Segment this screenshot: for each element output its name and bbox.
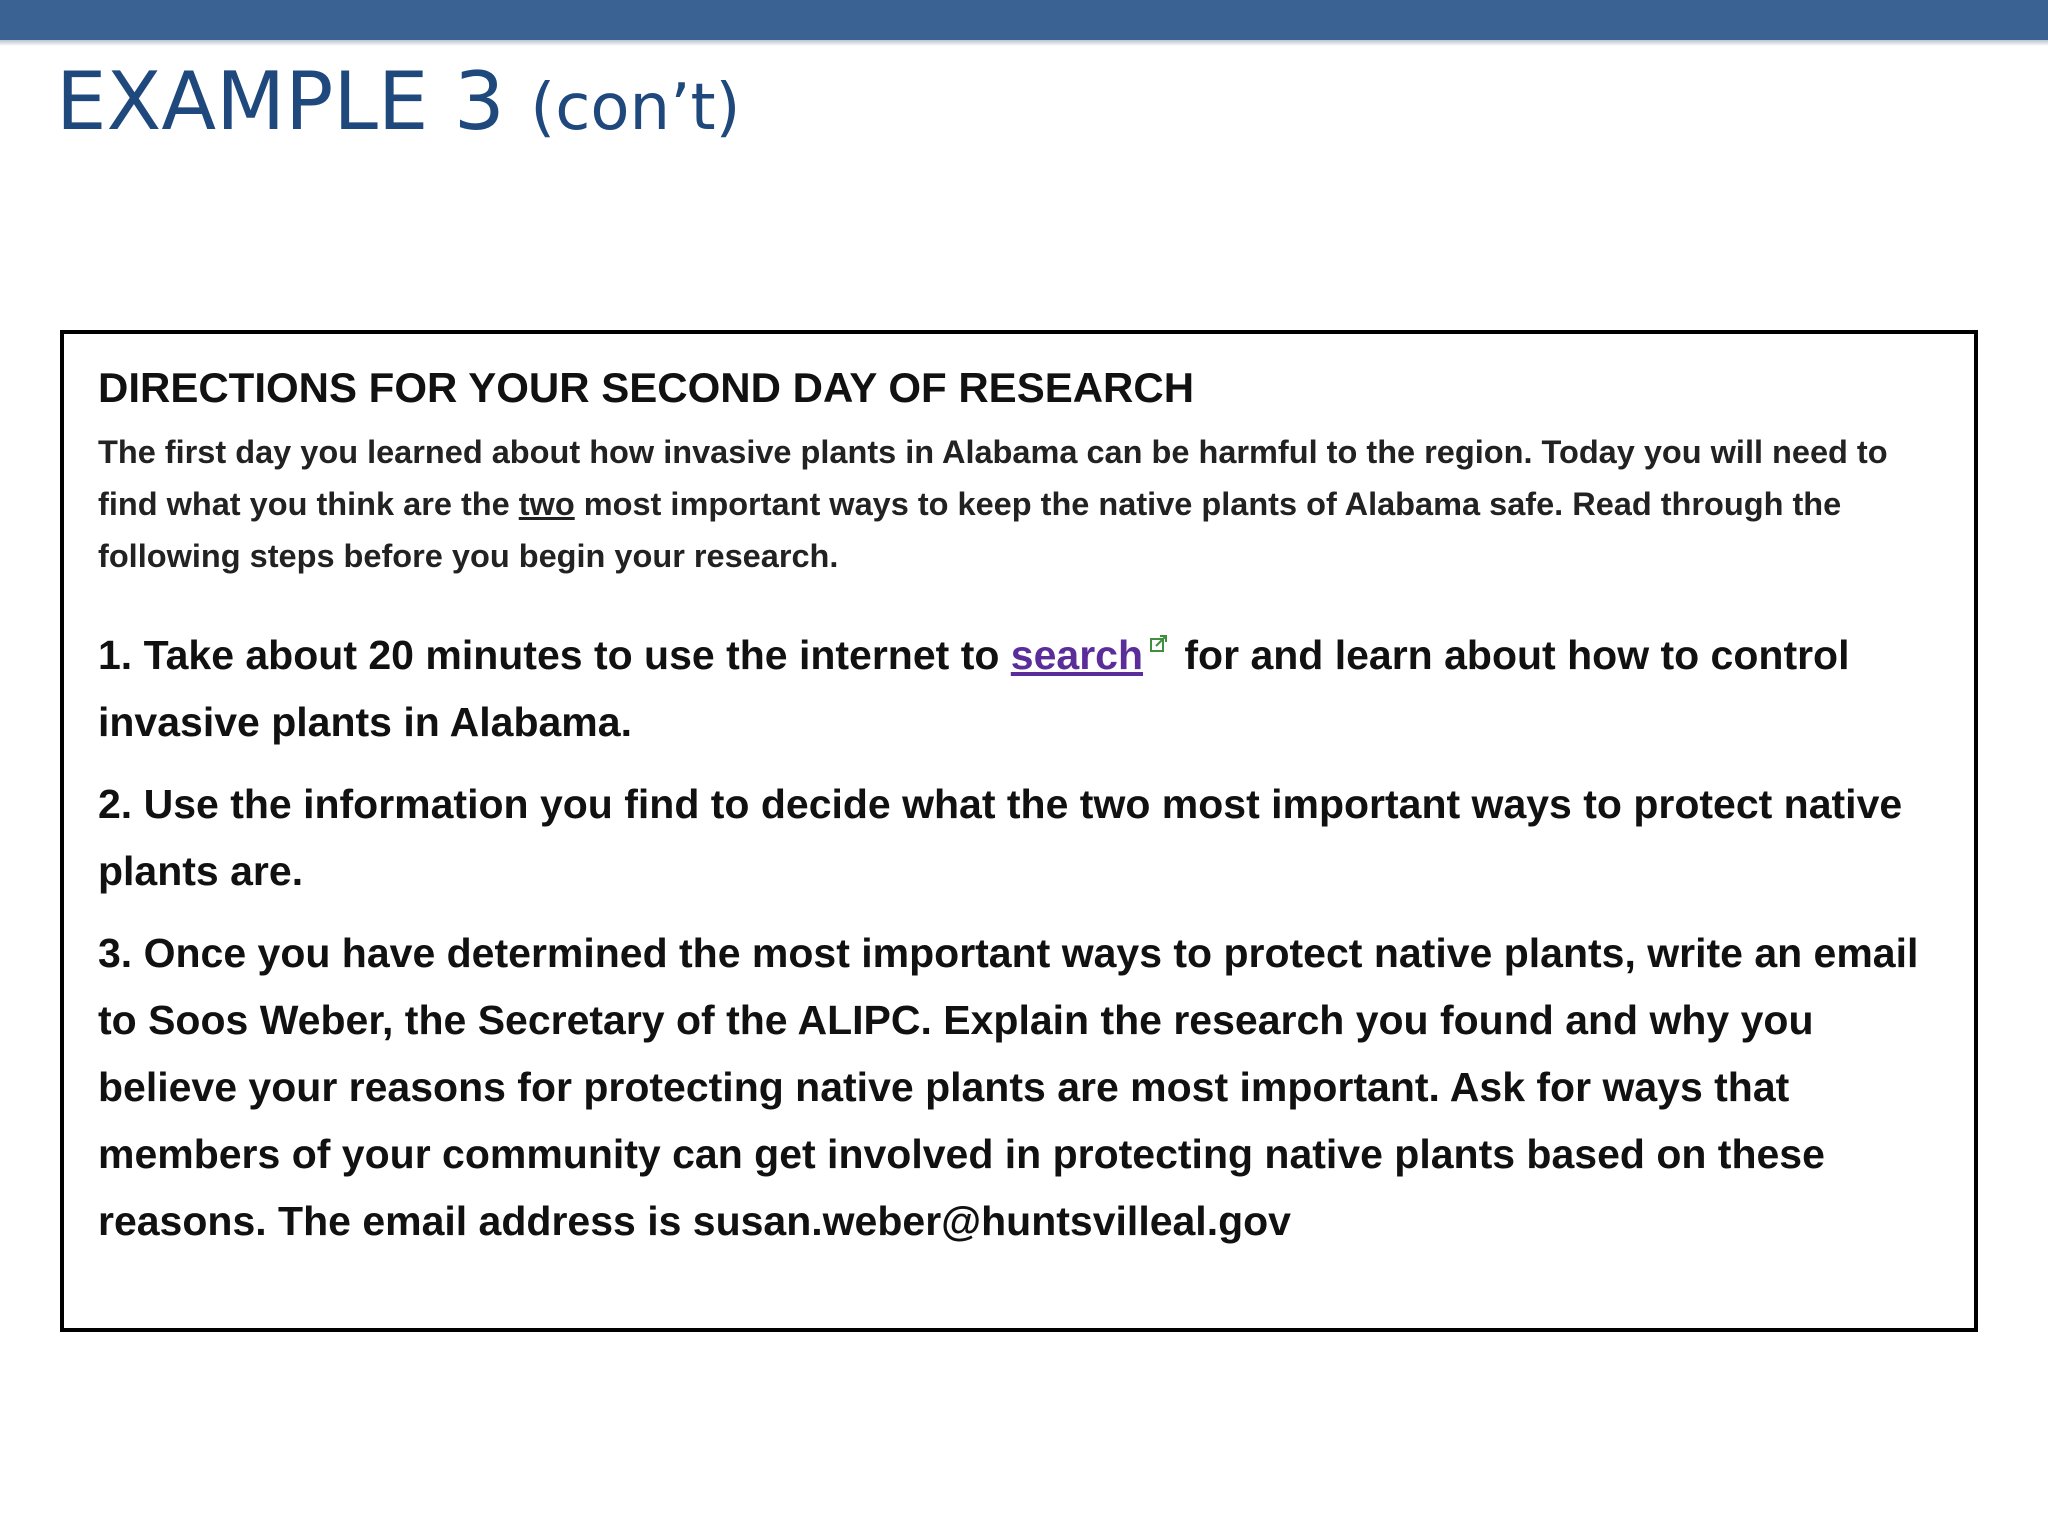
directions-screenshot	[60, 330, 1978, 1332]
steps-list	[98, 622, 1938, 1255]
slide-title-main: EXAMPLE 3	[56, 55, 505, 148]
step-2: 2. Use the information you find to decide what the two most important ways to protect native plants are.	[98, 781, 1903, 894]
intro-text-start: The first day you learned about how invasive plants in Alabama can be harmful to the region. Today you will need to find what you think are the	[98, 434, 1888, 522]
search-link[interactable]: search	[1010, 632, 1144, 678]
external-link-icon[interactable]	[1147, 633, 1169, 655]
step-1-text-end: for and learn about how to control invasive plants in Alabama.	[98, 632, 1850, 745]
top-bar-shadow	[0, 40, 2048, 46]
slide-title	[56, 52, 741, 158]
step-1-text-start: 1. Take about 20 minutes to use the internet to	[98, 632, 1011, 678]
directions-content	[98, 362, 1938, 1270]
intro-paragraph	[98, 426, 1938, 582]
intro-emphasis-two: two	[518, 486, 575, 522]
directions-heading: DIRECTIONS FOR YOUR SECOND DAY OF RESEARCH	[98, 364, 1195, 411]
intro-text-end: most important ways to keep the native plants of Alabama safe. Read through the following steps before you begin your research.	[98, 486, 1842, 574]
step-3: 3. Once you have determined the most important ways to protect native plants, write an email to Soos Weber, the Secretary of the ALIPC. Explain the research you found and why you believe your reasons for protecting native plants are most important. Ask for ways that members of your community can get involved in protecting native plants based on these reasons. The email address is susan.weber@huntsvilleal.gov	[98, 930, 1919, 1244]
top-accent-bar	[0, 0, 2048, 40]
step-1	[98, 622, 1938, 756]
slide-title-sub: (con’t)	[530, 71, 741, 145]
